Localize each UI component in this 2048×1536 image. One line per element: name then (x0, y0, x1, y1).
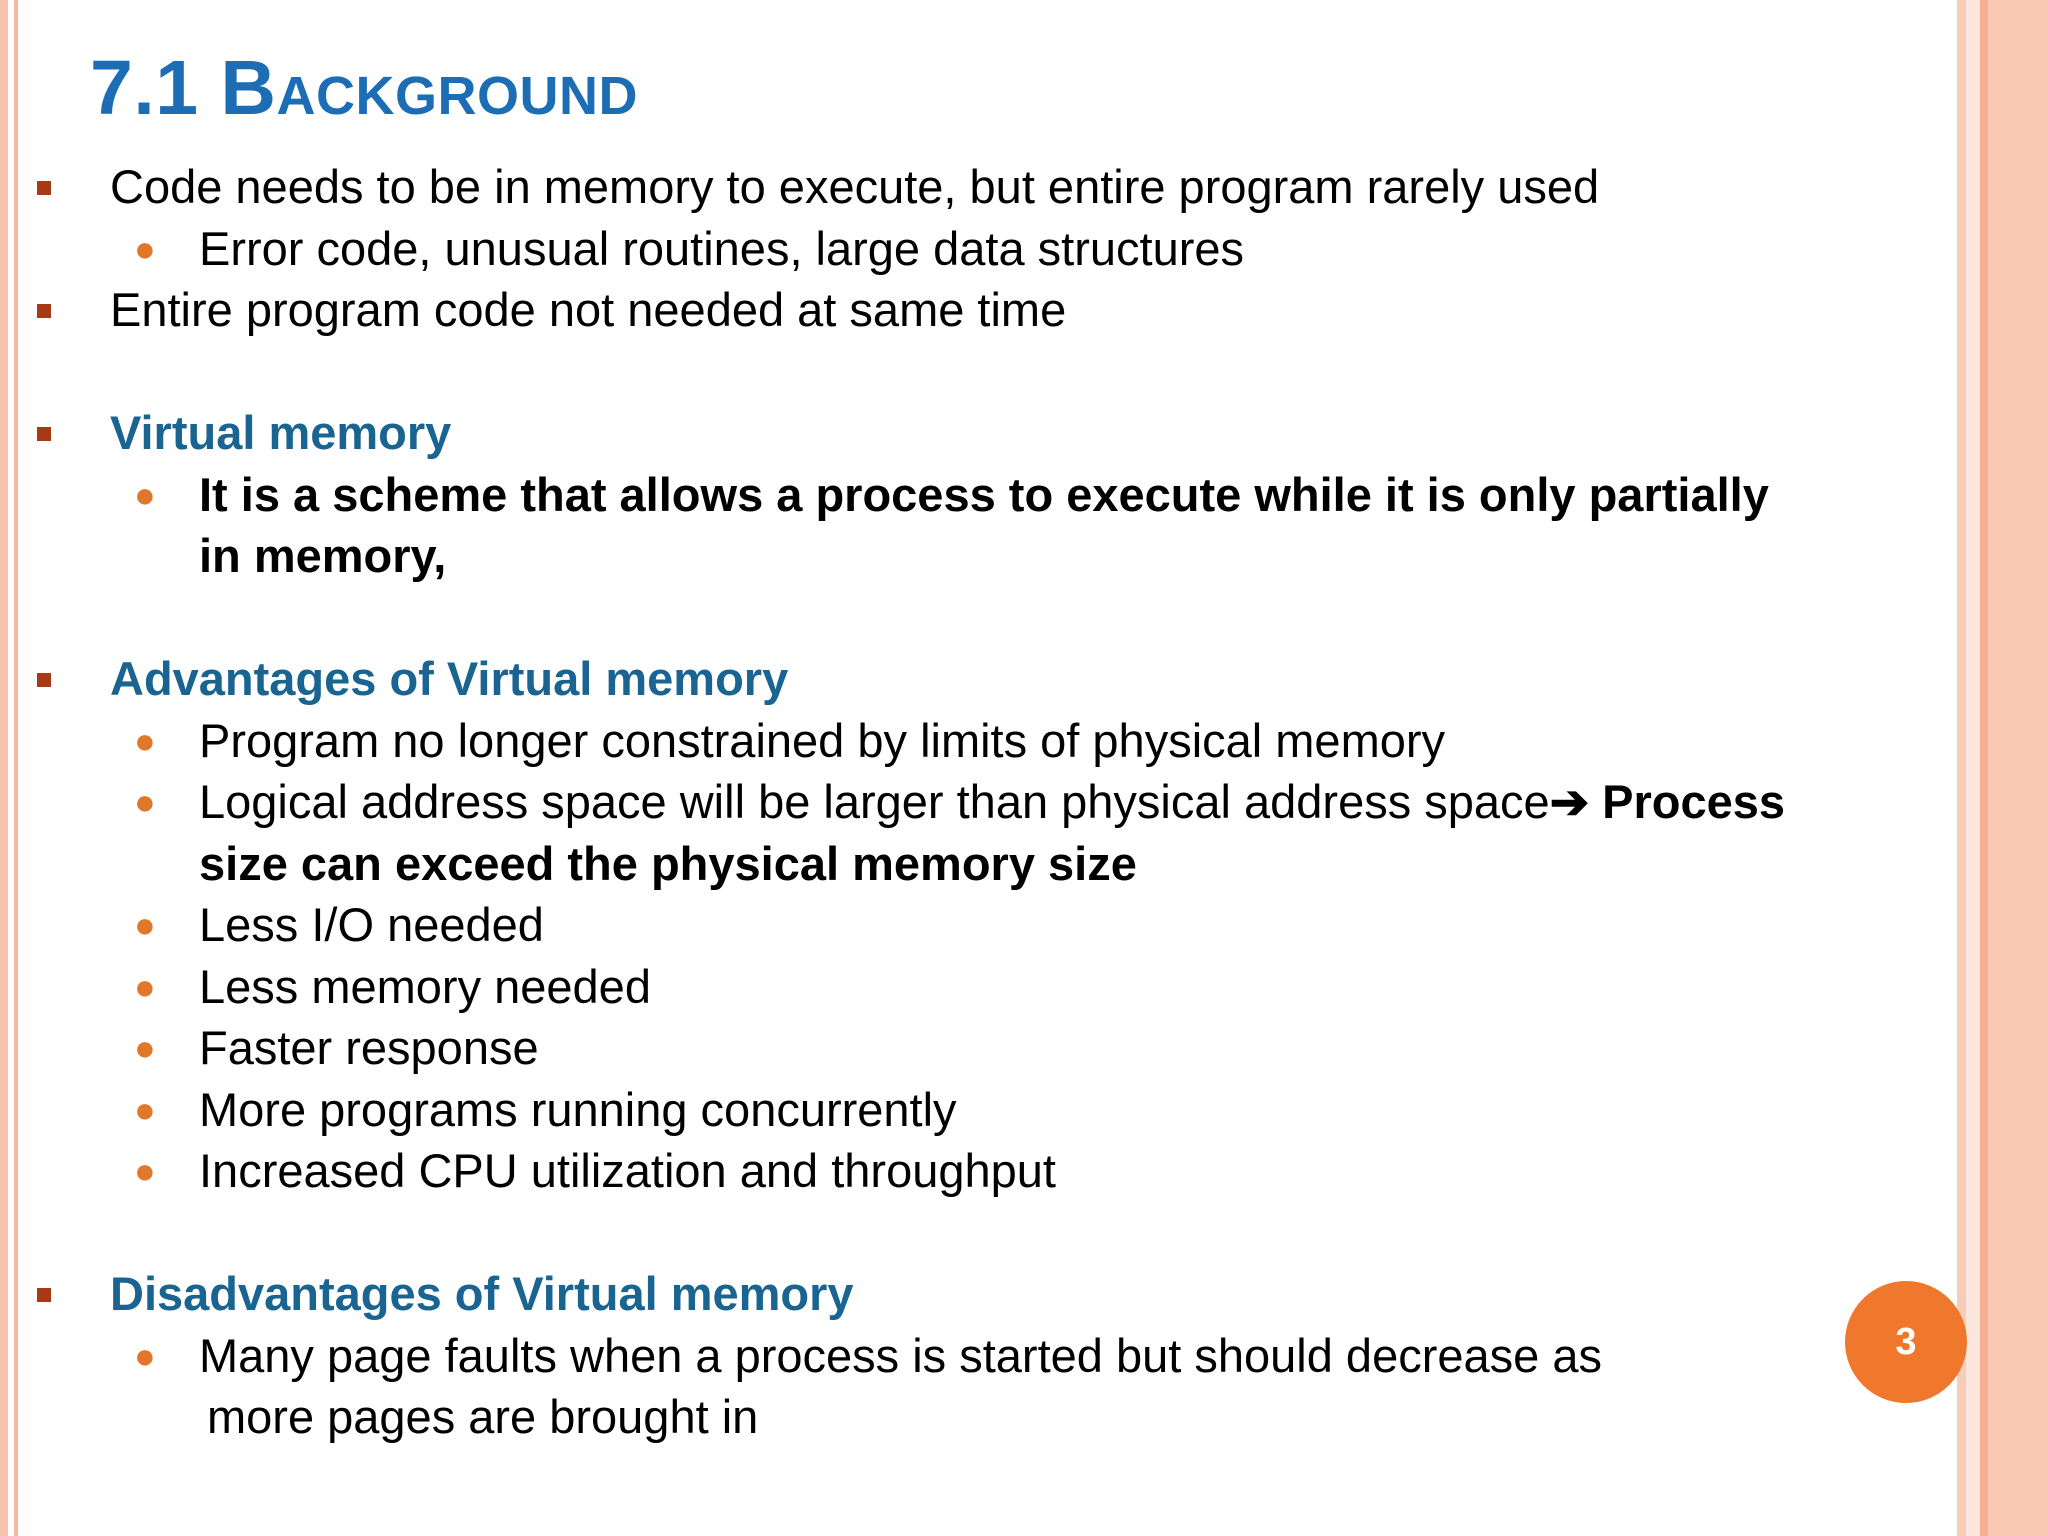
advantage-text: Increased CPU utilization and throughput (199, 1144, 1056, 1197)
frame-stripe-right-dark (1980, 0, 1988, 1536)
advantage-text: More programs running concurrently (199, 1082, 957, 1136)
definition-text-line1: It is a scheme that allows a process to execute while it is only partially (199, 467, 1769, 521)
frame-stripe-right (1957, 0, 1966, 1536)
advantage-item (18, 1079, 1957, 1141)
disadvantage-text-line1: Many page faults when a process is started but should decrease as (199, 1328, 1602, 1382)
round-bullet-icon: ● (134, 1088, 156, 1130)
advantage-item (18, 710, 1957, 772)
round-bullet-icon: ● (134, 965, 156, 1007)
disadvantage-text-line2: more pages are brought in (207, 1390, 759, 1443)
sub-bullet-item (18, 218, 1957, 280)
spacer (18, 341, 1957, 403)
square-bullet-icon (37, 1288, 51, 1302)
section-heading-text: Virtual memory (110, 406, 452, 459)
page-number-badge: 3 (1845, 1281, 1967, 1403)
bullet-text: Entire program code not needed at same time (110, 283, 1067, 336)
frame-stripe-right-wide (1988, 0, 2048, 1536)
spacer (18, 1202, 1957, 1264)
slide-body (18, 156, 1957, 1448)
frame-stripe-left (0, 0, 8, 1536)
square-bullet-icon (37, 181, 51, 195)
advantage-item (18, 1017, 1957, 1079)
section-heading-text: Disadvantages of Virtual memory (110, 1267, 854, 1320)
advantage-text: Less memory needed (199, 959, 651, 1013)
round-bullet-icon: ● (134, 904, 156, 945)
bullet-text: Code needs to be in memory to execute, but entire program rarely used (110, 160, 1600, 213)
advantage-continuation (18, 833, 1957, 895)
advantage-item (18, 956, 1957, 1018)
advantage-text-bold-line2: size can exceed the physical memory size (199, 836, 1137, 890)
advantage-text: Faster response (199, 1021, 539, 1074)
disadvantage-item (18, 1325, 1957, 1387)
square-bullet-icon (37, 673, 51, 687)
advantage-item (18, 894, 1957, 956)
round-bullet-icon: ● (134, 1334, 156, 1376)
section-heading-disadvantages (18, 1263, 1957, 1325)
square-bullet-icon (37, 427, 51, 441)
frame-stripe-right-light (1966, 0, 1980, 1536)
advantage-text: Logical address space will be larger than physical address space (199, 775, 1550, 828)
slide (18, 0, 1957, 1536)
sub-bullet-text: Error code, unusual routines, large data structures (199, 221, 1244, 275)
bullet-item (18, 156, 1957, 218)
slide-title: 7.1 Background (90, 45, 639, 131)
square-bullet-icon (37, 304, 51, 318)
round-bullet-icon: ● (134, 781, 156, 822)
round-bullet-icon: ● (134, 227, 156, 269)
round-bullet-icon: ● (134, 473, 156, 515)
definition-text-line2: in memory, (199, 529, 447, 582)
section-heading-advantages (18, 648, 1957, 710)
round-bullet-icon: ● (134, 1150, 156, 1191)
advantage-text-bold: Process (1602, 775, 1786, 828)
definition-continuation (18, 525, 1957, 587)
round-bullet-icon: ● (134, 719, 156, 761)
section-heading-virtual-memory (18, 402, 1957, 464)
disadvantage-continuation (18, 1386, 1957, 1448)
round-bullet-icon: ● (134, 1027, 156, 1068)
definition-item (18, 464, 1957, 526)
section-heading-text: Advantages of Virtual memory (110, 652, 789, 705)
arrow-right-icon: ➔ (1549, 775, 1603, 828)
spacer (18, 587, 1957, 649)
advantage-item (18, 1140, 1957, 1202)
bullet-item (18, 279, 1957, 341)
advantage-text: Program no longer constrained by limits of physical memory (199, 713, 1446, 767)
advantage-text: Less I/O needed (199, 898, 544, 951)
advantage-item (18, 771, 1957, 833)
